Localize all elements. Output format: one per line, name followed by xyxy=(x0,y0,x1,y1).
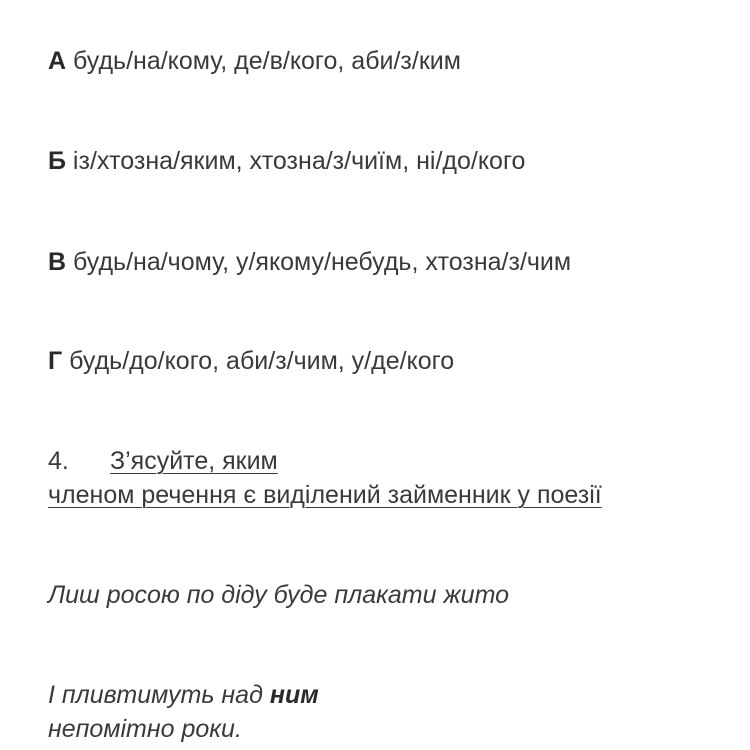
option-text: будь/на/кому, де/в/кого, аби/з/ким xyxy=(73,47,461,75)
task-text-line2: членом речення є виділений займенник у поезії xyxy=(48,481,602,509)
option-b xyxy=(48,144,525,178)
option-letter: А xyxy=(48,47,67,75)
option-a xyxy=(48,44,461,78)
option-text: із/хтозна/яким, хтозна/з/чиїм, ні/до/кого xyxy=(72,147,526,175)
task-text-line1: З’ясуйте, яким xyxy=(110,447,278,475)
option-text: будь/до/кого, аби/з/чим, у/де/кого xyxy=(69,347,455,375)
option-g xyxy=(48,344,454,378)
option-text: будь/на/чому, у/якому/небудь, хтозна/з/чим xyxy=(73,248,572,276)
task-number: 4. xyxy=(48,447,69,475)
option-letter: Г xyxy=(48,347,63,375)
highlighted-pronoun: ним xyxy=(269,681,319,709)
option-v xyxy=(48,245,571,279)
poem-line-2: І пливтимуть над xyxy=(48,681,270,709)
poem-stanza xyxy=(48,678,319,746)
poem-line-1: Лиш росою по діду буде плакати жито xyxy=(48,581,510,609)
task-question xyxy=(48,444,602,512)
option-letter: В xyxy=(48,248,67,276)
option-letter: Б xyxy=(48,147,66,175)
poem-line-3: непомітно роки. xyxy=(48,715,242,743)
